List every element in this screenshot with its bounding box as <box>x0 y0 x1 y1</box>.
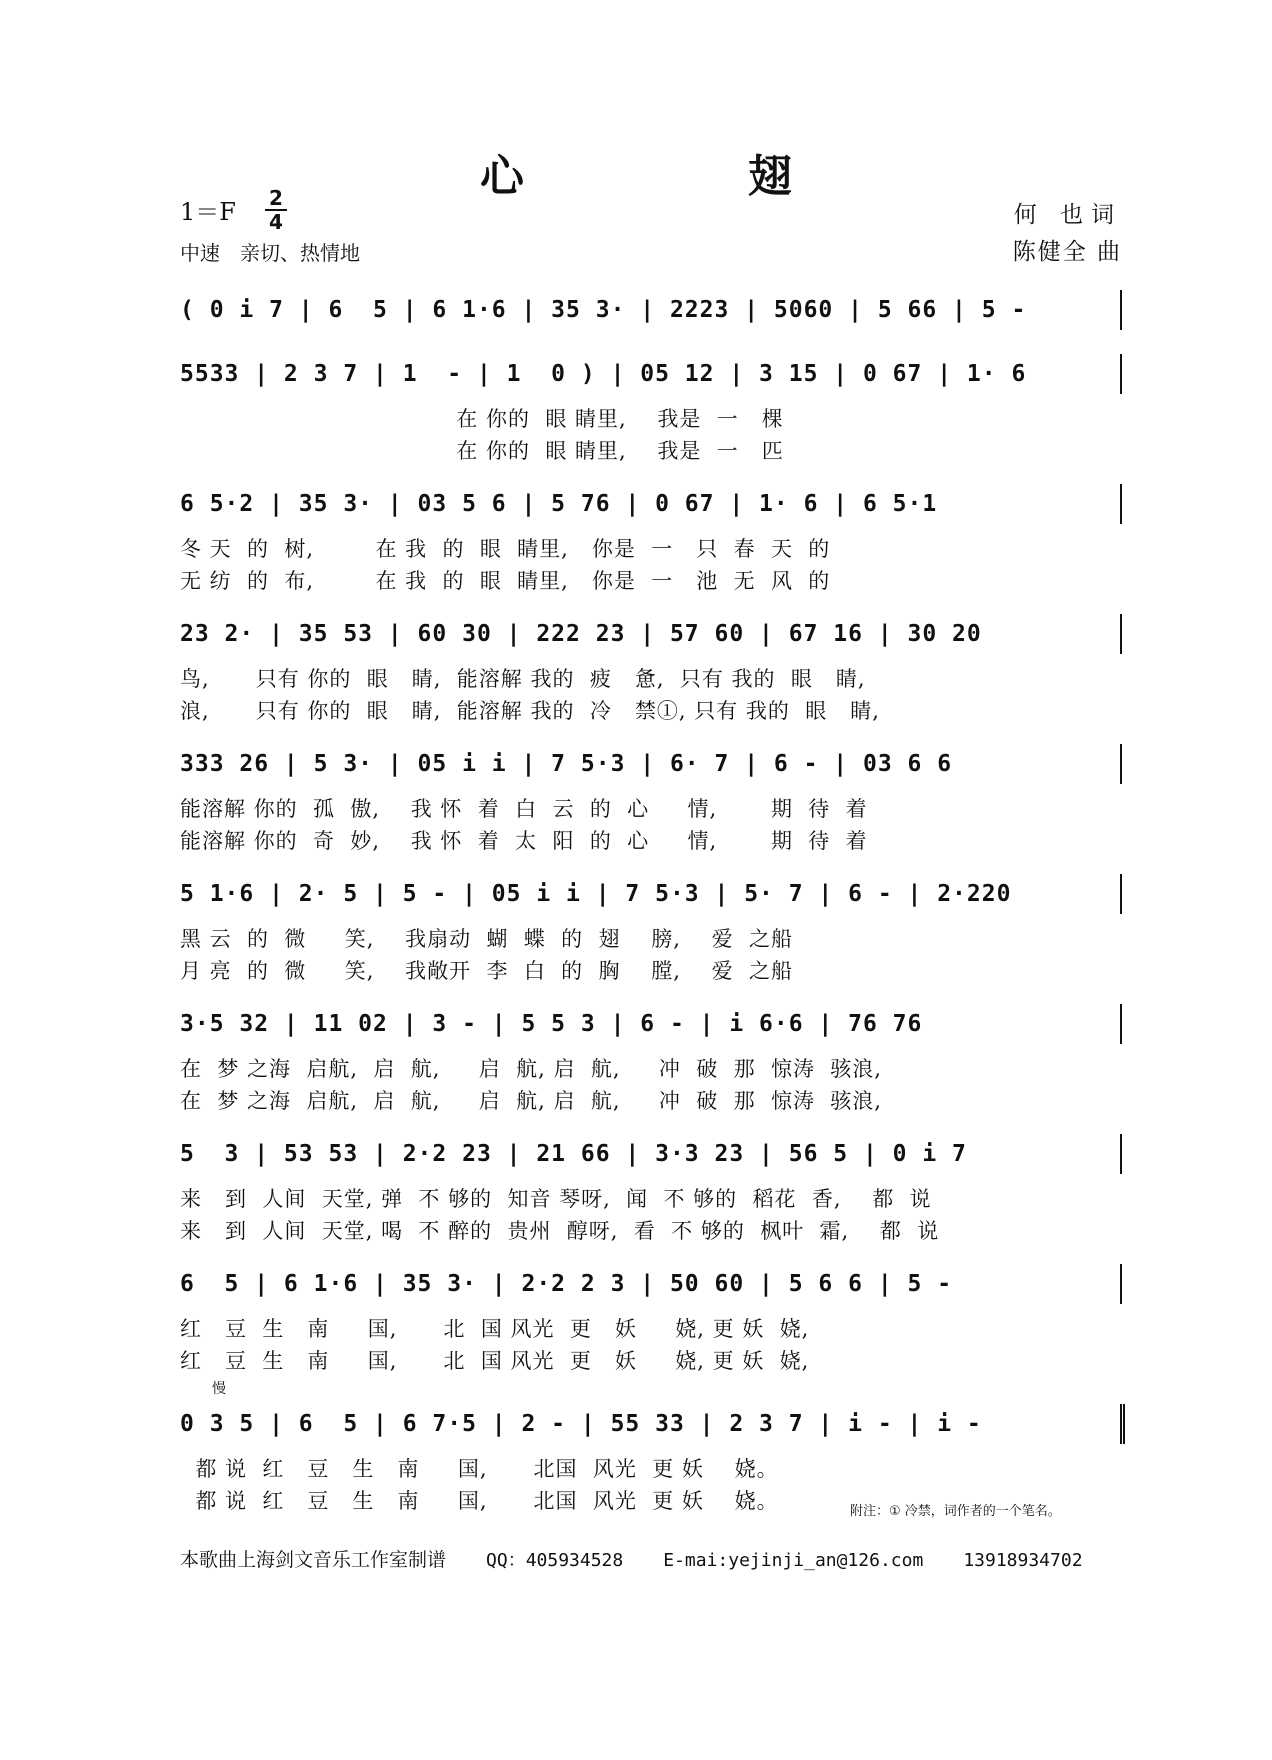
notation-line-final: 0 3 5 | 6 5 | 6 7·5 | 2 - | 55 33 | 2 3 7 | i - | i - <box>180 1404 1125 1444</box>
studio-credit: 本歌曲上海剑文音乐工作室制谱 <box>180 1549 447 1571</box>
lyric-verse-2: 在 梦 之海 启航, 启 航, 启 航, 启 航, 冲 破 那 惊涛 骇浪, <box>180 1089 882 1113</box>
lyric-verse-2: 在 你的 眼 睛里, 我是 一 匹 <box>180 439 784 463</box>
lyric-verse-1: 都 说 红 豆 生 南 国, 北国 风光 更 妖 娆。 <box>180 1457 779 1481</box>
lyric-verse-1: 能溶解 你的 孤 傲, 我 怀 着 白 云 的 心 情, 期 待 着 <box>180 797 868 821</box>
lyric-verse-1: 红 豆 生 南 国, 北 国 风光 更 妖 娆, 更 妖 娆, <box>180 1317 810 1341</box>
tempo-marking: 中速 亲切、热情地 <box>180 241 360 265</box>
notation-line: 6 5·2 | 35 3· | 03 5 6 | 5 76 | 0 67 | 1· 6 | 6 5·1 <box>180 484 1122 524</box>
lyric-verse-1: 来 到 人间 天堂, 弹 不 够的 知音 琴呀, 闻 不 够的 稻花 香, 都 说 <box>180 1187 932 1211</box>
lyric-verse-1: 鸟, 只有 你的 眼 睛, 能溶解 我的 疲 惫, 只有 我的 眼 睛, <box>180 667 866 691</box>
email-address: E-mai:yejinji_an@126.com <box>663 1550 924 1571</box>
qq-number: QQ：405934528 <box>486 1550 624 1571</box>
time-signature <box>265 188 287 232</box>
lyric-verse-2: 来 到 人间 天堂, 喝 不 醉的 贵州 醇呀, 看 不 够的 枫叶 霜, 都 说 <box>180 1219 940 1243</box>
lyric-verse-1: 黑 云 的 微 笑, 我扇动 蝴 蝶 的 翅 膀, 爱 之船 <box>180 927 793 951</box>
lyric-verse-2: 能溶解 你的 奇 妙, 我 怀 着 太 阳 的 心 情, 期 待 着 <box>180 829 868 853</box>
footer <box>180 1545 1120 1572</box>
slow-marking: 慢 <box>212 1381 226 1397</box>
footnote: 附注：① 冷禁，词作者的一个笔名。 <box>850 1504 1061 1519</box>
phone-number: 13918934702 <box>963 1550 1083 1571</box>
meter-top: 2 <box>269 186 283 210</box>
notation-line: 23 2· | 35 53 | 60 30 | 222 23 | 57 60 | 67 16 | 30 20 <box>180 614 1122 654</box>
notation-line: 5533 | 2 3 7 | 1 - | 1 0 ) | 05 12 | 3 15 | 0 67 | 1· 6 <box>180 354 1122 394</box>
song-title: 心 翅 <box>480 151 882 202</box>
key-signature: 1＝F <box>180 198 236 226</box>
notation-line: ( 0 i 7 | 6 5 | 6 1·6 | 35 3· | 2223 | 5060 | 5 66 | 5 - <box>180 290 1122 330</box>
notation-line: 5 1·6 | 2· 5 | 5 - | 05 i i | 7 5·3 | 5· 7 | 6 - | 2·220 <box>180 874 1122 914</box>
notation-line: 5 3 | 53 53 | 2·2 23 | 21 66 | 3·3 23 | 56 5 | 0 i 7 <box>180 1134 1122 1174</box>
lyric-verse-2: 月 亮 的 微 笑, 我敞开 李 白 的 胸 膛, 爱 之船 <box>180 959 793 983</box>
lyricist-credit: 何 也词 <box>1013 202 1122 228</box>
meter-bottom: 4 <box>269 210 283 234</box>
lyric-verse-2: 无 纺 的 布, 在 我 的 眼 睛里, 你是 一 池 无 风 的 <box>180 569 831 593</box>
notation-line: 3·5 32 | 11 02 | 3 - | 5 5 3 | 6 - | i 6·6 | 76 76 <box>180 1004 1122 1044</box>
lyric-verse-1: 在 你的 眼 睛里, 我是 一 棵 <box>180 407 784 431</box>
lyric-verse-2: 红 豆 生 南 国, 北 国 风光 更 妖 娆, 更 妖 娆, <box>180 1349 810 1373</box>
lyric-verse-2: 浪, 只有 你的 眼 睛, 能溶解 我的 冷 禁①, 只有 我的 眼 睛, <box>180 699 880 723</box>
notation-line: 6 5 | 6 1·6 | 35 3· | 2·2 2 3 | 50 60 | 5 6 6 | 5 - <box>180 1264 1122 1304</box>
lyric-verse-2: 都 说 红 豆 生 南 国, 北国 风光 更 妖 娆。 <box>180 1489 779 1513</box>
notation-line: 333 26 | 5 3· | 05 i i | 7 5·3 | 6· 7 | 6 - | 03 6 6 <box>180 744 1122 784</box>
lyric-verse-1: 冬 天 的 树, 在 我 的 眼 睛里, 你是 一 只 春 天 的 <box>180 537 831 561</box>
lyric-verse-1: 在 梦 之海 启航, 启 航, 启 航, 启 航, 冲 破 那 惊涛 骇浪, <box>180 1057 882 1081</box>
composer-credit: 陈健全 曲 <box>1012 239 1122 265</box>
